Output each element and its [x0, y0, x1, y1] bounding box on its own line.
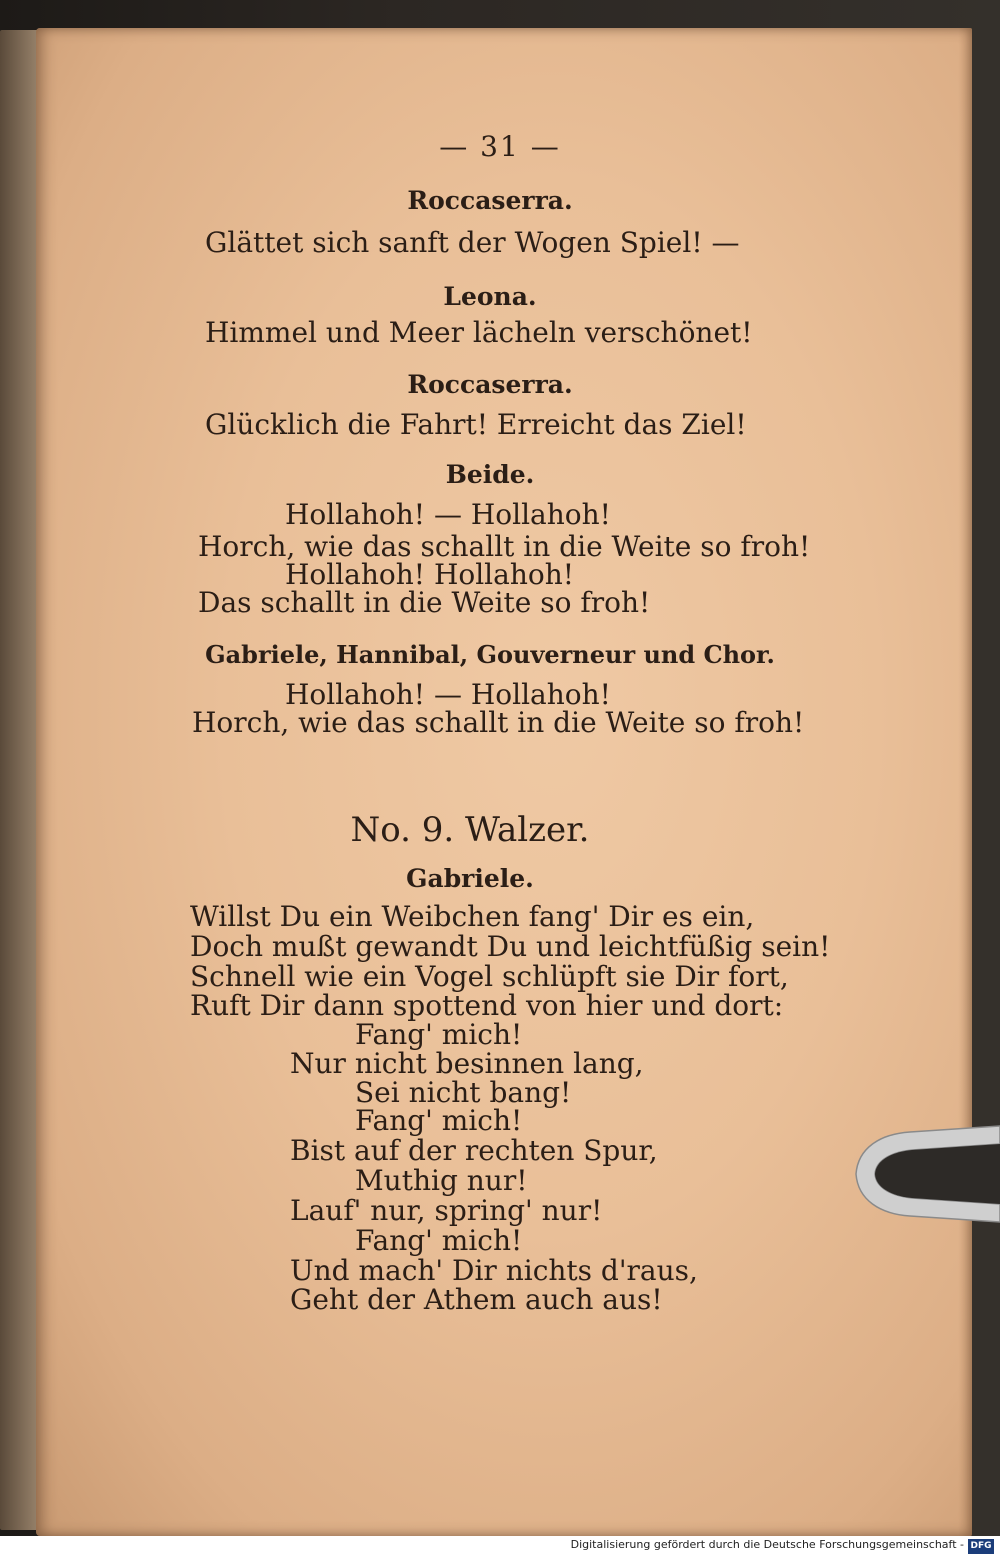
verse-line: Nur nicht besinnen lang,: [290, 1047, 644, 1080]
page-edge-shadow: [958, 28, 972, 1536]
speaker-name: Gabriele.: [406, 864, 534, 893]
verse-line: Doch mußt gewandt Du und leichtfüßig sein!: [190, 930, 831, 963]
verse-line: Hollahoh! — Hollahoh!: [285, 678, 611, 711]
verse-line: Glättet sich sanft der Wogen Spiel! —: [205, 226, 740, 259]
speaker-name: Leona.: [443, 282, 537, 311]
verse-line: Geht der Athem auch aus!: [290, 1283, 663, 1316]
speaker-name: Beide.: [445, 460, 535, 489]
footer-credit: Digitalisierung gefördert durch die Deutsche Forschungsgemeinschaft -: [570, 1538, 964, 1551]
verse-line: Sei nicht bang!: [355, 1076, 572, 1109]
page-number: — 31 —: [439, 130, 561, 163]
verse-line: Horch, wie das schallt in die Weite so froh!: [192, 706, 805, 739]
speaker-name: Roccaserra.: [407, 370, 573, 399]
verse-line: Und mach' Dir nichts d'raus,: [290, 1254, 698, 1287]
verse-line: Fang' mich!: [355, 1104, 523, 1137]
verse-line: Hollahoh! Hollahoh!: [285, 558, 575, 591]
verse-line: Fang' mich!: [355, 1224, 523, 1257]
speaker-name: Roccaserra.: [407, 186, 573, 215]
verse-line: Ruft Dir dann spottend von hier und dort:: [190, 989, 784, 1022]
verse-line: Horch, wie das schallt in die Weite so froh!: [198, 530, 811, 563]
verse-line: Glücklich die Fahrt! Erreicht das Ziel!: [205, 408, 747, 441]
verse-line: Himmel und Meer lächeln verschönet!: [205, 316, 753, 349]
verse-line: Bist auf der rechten Spur,: [290, 1134, 658, 1167]
verse-line: Das schallt in die Weite so froh!: [198, 586, 651, 619]
verse-line: Fang' mich!: [355, 1018, 523, 1051]
section-heading: No. 9. Walzer.: [350, 810, 590, 850]
speaker-name: Gabriele, Hannibal, Gouverneur und Chor.: [205, 640, 775, 669]
verse-line: Hollahoh! — Hollahoh!: [285, 498, 611, 531]
verse-line: Muthig nur!: [355, 1164, 528, 1197]
verse-line: Willst Du ein Weibchen fang' Dir es ein,: [190, 900, 755, 933]
verse-line: Lauf' nur, spring' nur!: [290, 1194, 603, 1227]
dfg-logo: DFG: [968, 1539, 994, 1554]
verse-line: Schnell wie ein Vogel schlüpft sie Dir fort,: [190, 960, 789, 993]
page-clip: [850, 1118, 1000, 1230]
